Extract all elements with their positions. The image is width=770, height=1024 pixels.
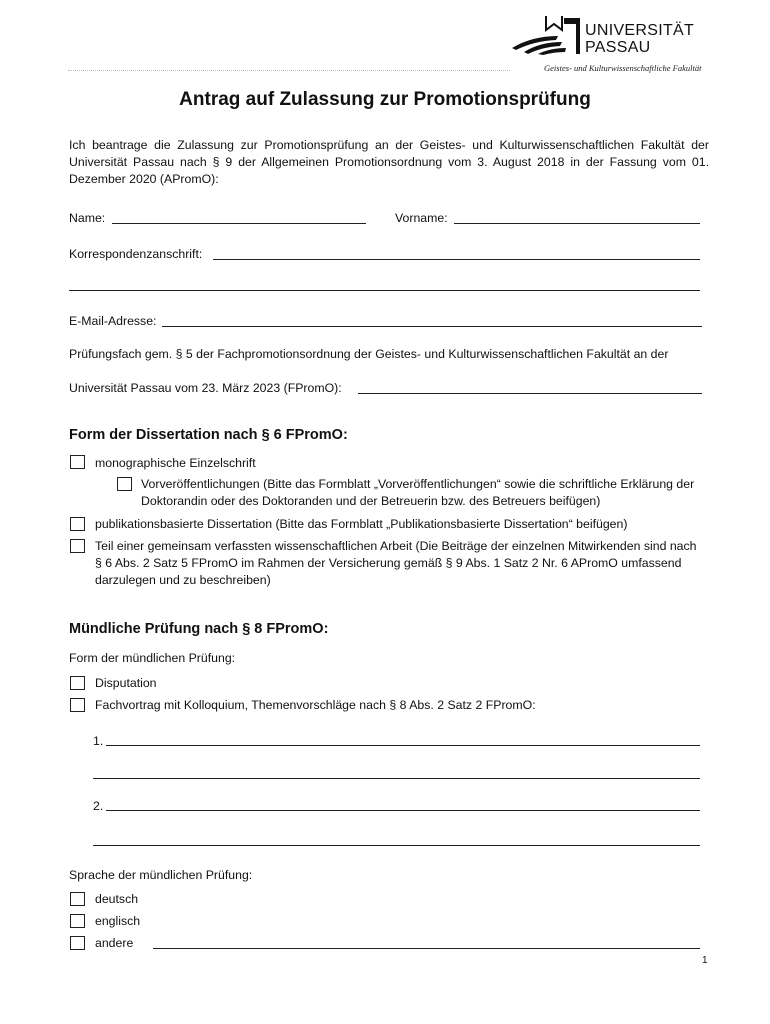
oral-exam-heading: Mündliche Prüfung nach § 8 FPromO: xyxy=(69,621,329,637)
other-language-label: andere xyxy=(95,936,134,950)
lecture-colloquium-label: Fachvortrag mit Kolloquium, Themenvorschläge nach § 8 Abs. 2 Satz 2 FPromO: xyxy=(95,698,536,712)
publication-based-checkbox[interactable] xyxy=(70,517,85,531)
topic-2-field-line-2[interactable] xyxy=(93,845,700,846)
faculty-name: Geistes- und Kulturwissenschaftliche Fakultät xyxy=(544,63,702,73)
publication-based-label: publikationsbasierte Dissertation (Bitte das Formblatt „Publikationsbasierte Dissertation“ beifügen) xyxy=(95,517,628,531)
dissertation-heading: Form der Dissertation nach § 6 FPromO: xyxy=(69,427,348,443)
prepublications-checkbox[interactable] xyxy=(117,477,132,491)
other-language-checkbox[interactable] xyxy=(70,936,85,950)
topic-1-number: 1. xyxy=(93,734,104,748)
lecture-colloquium-checkbox[interactable] xyxy=(70,698,85,712)
german-checkbox[interactable] xyxy=(70,892,85,906)
english-label: englisch xyxy=(95,914,141,928)
joint-work-checkbox[interactable] xyxy=(70,539,85,553)
logo-emblem-icon xyxy=(510,14,582,56)
address-field-line-2[interactable] xyxy=(69,290,700,291)
prepublications-label: Vorveröffentlichungen (Bitte das Formblatt „Vorveröffentlichungen“ sowie die schriftliche Erklärung der Doktorandin oder des Doktoranden und der Betreuerin bzw. des Betreuers beifügen) xyxy=(141,477,695,508)
university-logo xyxy=(510,14,710,76)
address-field[interactable] xyxy=(213,259,700,260)
subject-label-line-1: Prüfungsfach gem. § 5 der Fachpromotionsordnung der Geistes- und Kulturwissenschaftlichen Fakultät an der xyxy=(69,347,669,361)
page-number: 1 xyxy=(702,955,708,966)
disputation-label: Disputation xyxy=(95,676,157,690)
email-label: E-Mail-Adresse: xyxy=(69,314,157,328)
joint-work-label: Teil einer gemeinsam verfassten wissenschaftlichen Arbeit (Die Beiträge der einzelnen Mitwirkenden sind nach § 6 Abs. 2 Satz 5 FPromO im Rahmen der Versicherung gemäß § 9 Abs. 1 Satz 2 Nr. 6 APromO umfassend darzulegen und zu beschreiben) xyxy=(95,539,697,587)
logo-line-1: UNIVERSITÄT xyxy=(585,22,695,39)
email-field[interactable] xyxy=(162,326,702,327)
oral-form-label: Form der mündlichen Prüfung: xyxy=(69,651,236,665)
topic-2-number: 2. xyxy=(93,799,104,813)
address-label: Korrespondenzanschrift: xyxy=(69,247,203,261)
disputation-checkbox[interactable] xyxy=(70,676,85,690)
name-field[interactable] xyxy=(112,223,366,224)
logo-line-2: PASSAU xyxy=(585,39,651,56)
page-title: Antrag auf Zulassung zur Promotionsprüfung xyxy=(179,89,591,110)
topic-1-field[interactable] xyxy=(106,745,700,746)
topic-2-field[interactable] xyxy=(106,810,700,811)
vorname-field[interactable] xyxy=(454,223,700,224)
intro-paragraph: Ich beantrage die Zulassung zur Promotionsprüfung an der Geistes- und Kulturwissenschaftlichen Fakultät der Universität Passau nach § 9 der Allgemeinen Promotionsordnung vom 3. August 2018 in der Fassung vom 01. Dezember 2020 (APromO): xyxy=(69,138,709,186)
subject-label-line-2: Universität Passau vom 23. März 2023 (FPromO): xyxy=(69,381,342,395)
vorname-label: Vorname: xyxy=(395,211,448,225)
topic-1-field-line-2[interactable] xyxy=(93,778,700,779)
monograph-label: monographische Einzelschrift xyxy=(95,456,256,470)
header-divider xyxy=(68,70,510,71)
monograph-checkbox[interactable] xyxy=(70,455,85,469)
language-label: Sprache der mündlichen Prüfung: xyxy=(69,868,253,882)
name-label: Name: xyxy=(69,211,106,225)
english-checkbox[interactable] xyxy=(70,914,85,928)
other-language-field[interactable] xyxy=(153,948,700,949)
german-label: deutsch xyxy=(95,892,139,906)
subject-field[interactable] xyxy=(358,393,702,394)
